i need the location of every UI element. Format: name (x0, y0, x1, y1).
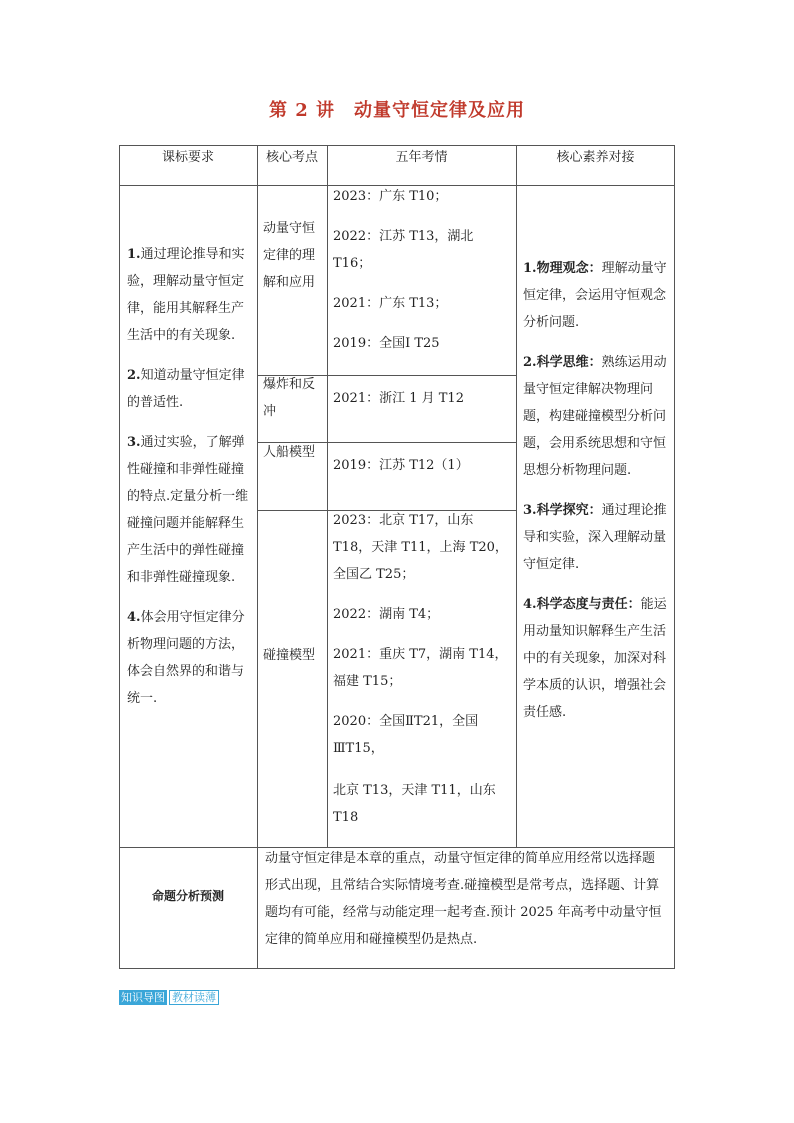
border-bottom (119, 968, 675, 969)
footer-tags (119, 990, 219, 1005)
exam-record: 2020：全国ⅡT21，全国ⅢT15， (333, 714, 479, 756)
literacy-item: 3.科学探究：通过理论推导和实验，深入理解动量守恒定律. (523, 503, 667, 572)
border-top (119, 145, 675, 146)
exam-record: 2022：湖南 T4； (333, 607, 440, 622)
prediction-text: 动量守恒定律是本章的重点，动量守恒定律的简单应用经常以选择题形式出现，且常结合实际情境考查.碰撞模型是常考点，选择题、计算题均有可能，经常与动能定理一起考查.预计 2025 年高考中动量守恒定律的简单应用和碰撞模型仍是热点. (265, 851, 662, 947)
col-divider-3 (516, 145, 517, 847)
exam-record: 2019：江苏 T12（1） (333, 458, 469, 473)
col-divider-2 (327, 145, 328, 847)
exams-boat (333, 452, 508, 479)
exams-momentum (333, 183, 508, 357)
exam-record: 北京 T13，天津 T11，山东 T18 (333, 783, 496, 825)
knowledge-map-tag[interactable]: 知识导图 (121, 991, 165, 1004)
requirement-item: 3.通过实验，了解弹性碰撞和非弹性碰撞的特点.定量分析一维碰撞问题并能解释生产生活中的弹性碰撞和非弹性碰撞现象. (127, 435, 249, 585)
exam-record: 2022：江苏 T13，湖北 T16； (333, 229, 474, 271)
exam-record: 2021：重庆 T7，湖南 T14，福建 T15； (333, 647, 508, 689)
requirement-item: 1.通过理论推导和实验，理解动量守恒定律，能用其解释生产生活中的有关现象. (127, 247, 245, 343)
textbook-reading-tag[interactable]: 教材读薄 (169, 990, 219, 1005)
col-divider-1 (257, 145, 258, 969)
border-right (674, 145, 675, 969)
literacy-item: 2.科学思维：熟练运用动量守恒定律解决物理问题，构建碰撞模型分析问题，会用系统思想和守恒思想分析物理问题. (523, 355, 667, 478)
literacy-cell (523, 255, 669, 726)
header-requirements: 课标要求 (161, 150, 214, 165)
exam-record: 2021：浙江 1 月 T12 (333, 391, 464, 406)
curriculum-table (119, 145, 675, 969)
header-exams: 五年考情 (395, 150, 448, 165)
topic-collision: 碰撞模型 (263, 648, 316, 663)
exam-record: 2023：广东 T10； (333, 189, 448, 204)
requirement-item: 4.体会用守恒定律分析物理问题的方法，体会自然界的和谐与统一. (127, 610, 245, 706)
lesson-title: 第 2 讲 动量守恒定律及应用 (268, 100, 526, 121)
border-left (119, 145, 120, 969)
requirement-item: 2.知道动量守恒定律的普适性. (127, 368, 245, 410)
header-literacy: 核心素养对接 (556, 150, 635, 165)
topic-momentum-conservation: 动量守恒定律的理解和应用 (263, 221, 316, 290)
requirements-cell (127, 241, 252, 712)
exam-record: 2019：全国Ⅰ T25 (333, 336, 440, 351)
literacy-item: 4.科学态度与责任：能运用动量知识解释生产生活中的有关现象，加深对科学本质的认识，增强社会责任感. (523, 597, 667, 720)
topic-person-boat: 人船模型 (263, 445, 316, 460)
exam-record: 2021：广东 T13； (333, 296, 448, 311)
exams-collision (333, 507, 508, 831)
prediction-label: 命题分析预测 (151, 889, 224, 903)
literacy-item: 1.物理观念：理解动量守恒定律，会运用守恒观念分析问题. (523, 261, 667, 330)
exams-explosion (333, 385, 508, 412)
header-topics: 核心考点 (265, 150, 318, 165)
exam-record: 2023：北京 T17，山东 T18，天津 T11，上海 T20，全国乙 T25； (333, 513, 508, 582)
topic-explosion-recoil: 爆炸和反冲 (263, 377, 316, 419)
